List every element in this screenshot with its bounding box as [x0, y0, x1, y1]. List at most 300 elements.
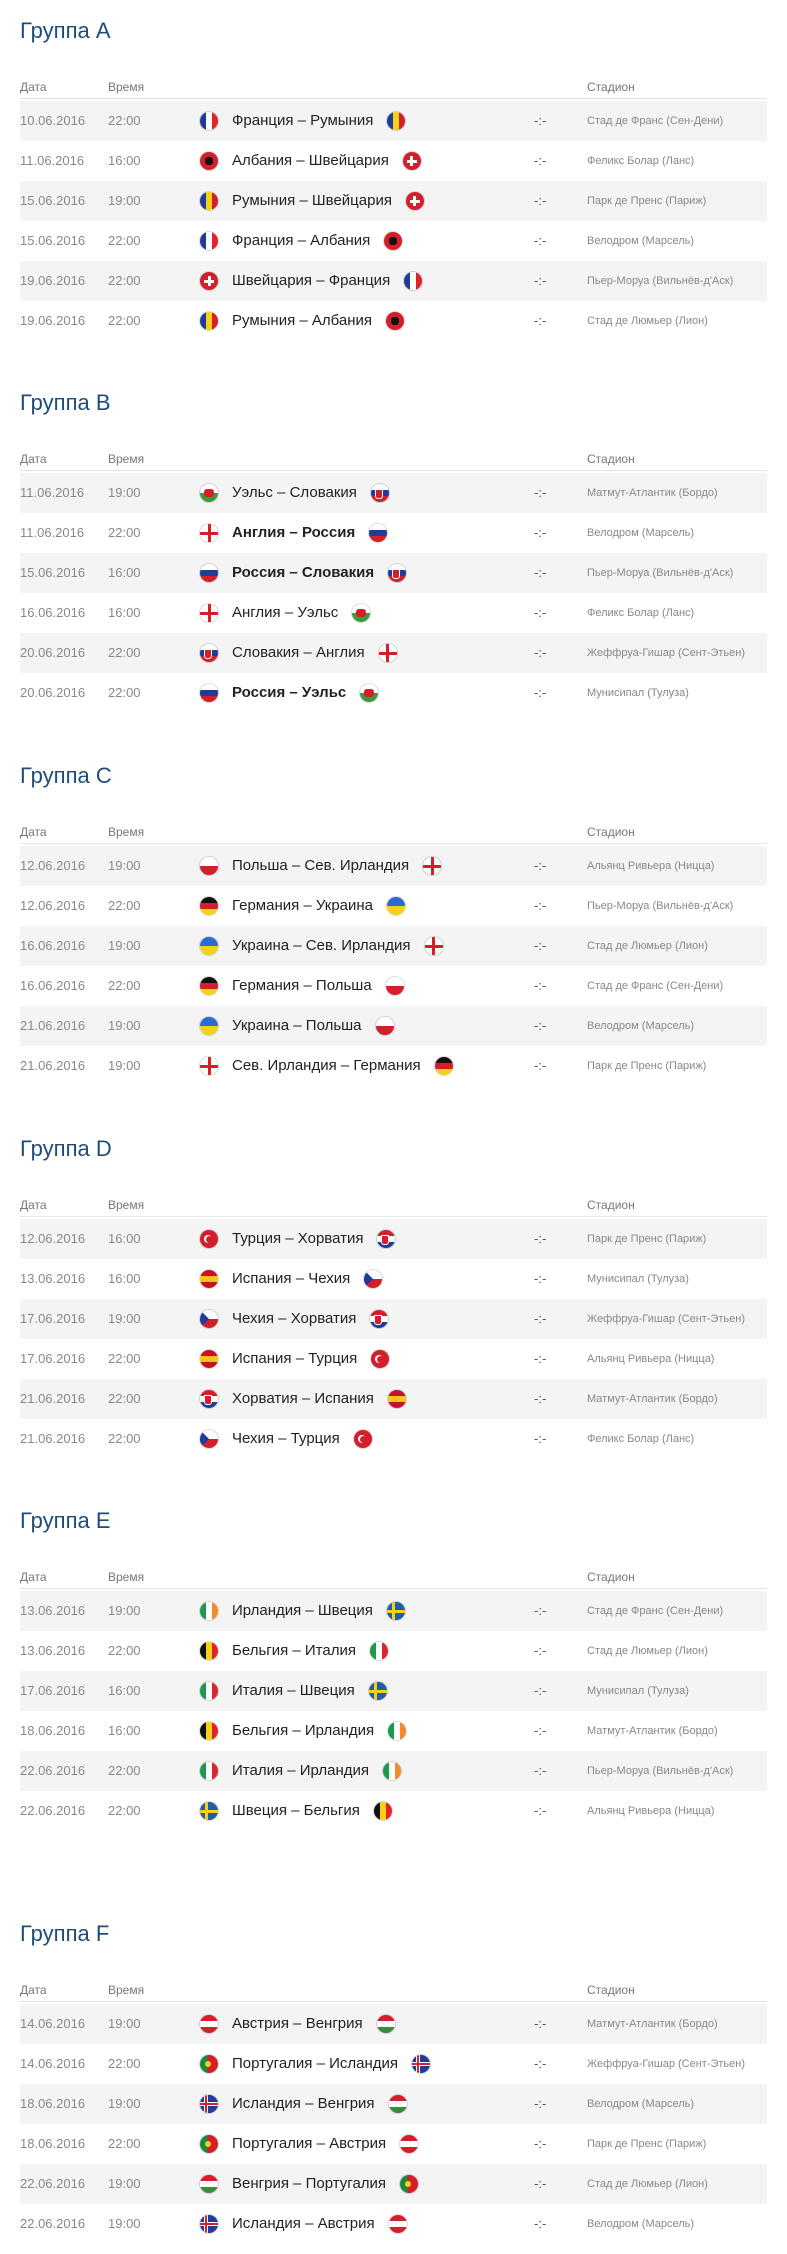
flag-france-icon: [200, 232, 218, 250]
flag-ukraine-icon: [200, 937, 218, 955]
match-score: -:-: [534, 233, 547, 248]
flag-albania-icon: [384, 232, 402, 250]
match-stadium: Парк де Пренс (Париж): [587, 1060, 707, 1072]
flag-turkey-icon: [354, 1430, 372, 1448]
flag-ukraine-icon: [200, 1017, 218, 1035]
flag-switzerland-icon: [200, 272, 218, 290]
match-row[interactable]: [20, 593, 767, 633]
match-row[interactable]: [20, 2124, 767, 2164]
group-title: Группа B: [20, 390, 111, 415]
match-stadium: Мунисипал (Тулуза): [587, 687, 689, 699]
match-row[interactable]: [20, 673, 767, 713]
match-date: 15.06.2016: [20, 565, 86, 580]
match-stadium: Стад де Франс (Сен-Дени): [587, 1605, 724, 1617]
match-row[interactable]: [20, 2004, 767, 2044]
match-row[interactable]: [20, 553, 767, 593]
flag-portugal-icon: [200, 2055, 218, 2073]
match-teams: [200, 513, 387, 553]
flag-northern-ireland-icon: [423, 857, 441, 875]
flag-northern-ireland-icon: [200, 1057, 218, 1075]
match-teams-label: Украина – Польша: [232, 1017, 362, 1034]
match-time: 19:00: [108, 1018, 141, 1033]
match-time: 22:00: [108, 233, 141, 248]
match-date: 21.06.2016: [20, 1431, 86, 1446]
match-teams: [200, 261, 422, 301]
group-title: Группа A: [20, 18, 111, 43]
match-teams: [200, 1006, 394, 1046]
match-time: 16:00: [108, 605, 141, 620]
flag-czech-icon: [364, 1270, 382, 1288]
match-score: -:-: [534, 1643, 547, 1658]
flag-hungary-icon: [389, 2095, 407, 2113]
match-teams-label: Россия – Словакия: [232, 564, 375, 581]
match-row[interactable]: [20, 2204, 767, 2244]
match-date: 20.06.2016: [20, 645, 86, 660]
match-time: 16:00: [108, 1683, 141, 1698]
match-score: -:-: [534, 1231, 547, 1246]
match-time: 16:00: [108, 565, 141, 580]
flag-turkey-icon: [371, 1350, 389, 1368]
table-header: [20, 76, 767, 99]
match-time: 22:00: [108, 113, 141, 128]
flag-sweden-icon: [369, 1682, 387, 1700]
match-stadium: Парк де Пренс (Париж): [587, 1233, 707, 1245]
flag-england-icon: [200, 604, 218, 622]
match-teams: [200, 181, 424, 221]
match-row[interactable]: [20, 1299, 767, 1339]
flag-germany-icon: [200, 897, 218, 915]
flag-russia-icon: [200, 564, 218, 582]
flag-iceland-icon: [200, 2215, 218, 2233]
match-score: -:-: [534, 525, 547, 540]
match-row[interactable]: [20, 141, 767, 181]
flag-belgium-icon: [200, 1722, 218, 1740]
match-stadium: Феликс Болар (Ланс): [587, 155, 695, 167]
match-teams: [200, 473, 389, 513]
match-stadium: Велодром (Марсель): [587, 2218, 695, 2230]
table-header: [20, 1566, 767, 1589]
match-score: -:-: [534, 2136, 547, 2151]
match-time: 16:00: [108, 1271, 141, 1286]
match-stadium: Стад де Франс (Сен-Дени): [587, 980, 724, 992]
match-teams-label: Бельгия – Ирландия: [232, 1722, 375, 1739]
match-teams: [200, 1631, 388, 1671]
group-section: [0, 763, 787, 1086]
match-date: 14.06.2016: [20, 2016, 86, 2031]
match-date: 17.06.2016: [20, 1311, 86, 1326]
flag-austria-icon: [400, 2135, 418, 2153]
match-stadium: Велодром (Марсель): [587, 2098, 695, 2110]
match-date: 13.06.2016: [20, 1643, 86, 1658]
match-time: 22:00: [108, 525, 141, 540]
flag-sweden-icon: [387, 1602, 405, 1620]
flag-hungary-icon: [200, 2175, 218, 2193]
match-row[interactable]: [20, 1711, 767, 1751]
match-teams-label: Бельгия – Италия: [232, 1642, 356, 1659]
flag-croatia-icon: [370, 1310, 388, 1328]
flag-romania-icon: [200, 312, 218, 330]
match-date: 13.06.2016: [20, 1271, 86, 1286]
match-row[interactable]: [20, 1046, 767, 1086]
match-date: 21.06.2016: [20, 1058, 86, 1073]
match-date: 11.06.2016: [20, 485, 85, 500]
group-section: [0, 1921, 787, 2244]
match-row[interactable]: [20, 1671, 767, 1711]
header-time: Время: [108, 825, 145, 839]
match-time: 19:00: [108, 485, 141, 500]
match-row[interactable]: [20, 2084, 767, 2124]
match-teams: [200, 2164, 418, 2204]
group-section: [0, 1508, 787, 1831]
match-row[interactable]: [20, 101, 767, 141]
match-stadium: Парк де Пренс (Париж): [587, 2138, 707, 2150]
match-stadium: Стад де Люмьер (Лион): [587, 2178, 708, 2190]
match-row[interactable]: [20, 513, 767, 553]
match-stadium: Стад де Франс (Сен-Дени): [587, 115, 724, 127]
match-stadium: Велодром (Марсель): [587, 1020, 695, 1032]
flag-poland-icon: [200, 857, 218, 875]
flag-belgium-icon: [200, 1642, 218, 1660]
match-row[interactable]: [20, 1419, 767, 1459]
match-teams-label: Испания – Турция: [232, 1350, 358, 1367]
flag-spain-icon: [200, 1270, 218, 1288]
match-teams: [200, 593, 370, 633]
match-score: -:-: [534, 1803, 547, 1818]
match-time: 19:00: [108, 1311, 141, 1326]
match-teams-label: Сев. Ирландия – Германия: [232, 1057, 421, 1074]
match-stadium: Пьер-Моруа (Вильнёв-д'Аск): [587, 1765, 734, 1777]
flag-england-icon: [379, 644, 397, 662]
match-teams: [200, 1791, 392, 1831]
match-stadium: Матмут-Атлантик (Бордо): [587, 1725, 718, 1737]
match-row[interactable]: [20, 1591, 767, 1631]
match-time: 19:00: [108, 1058, 141, 1073]
flag-poland-icon: [386, 977, 404, 995]
table-header: [20, 821, 767, 844]
match-score: -:-: [534, 1311, 547, 1326]
flag-northern-ireland-icon: [425, 937, 443, 955]
match-stadium: Велодром (Марсель): [587, 527, 695, 539]
match-teams-label: Франция – Албания: [232, 232, 371, 249]
match-score: -:-: [534, 645, 547, 660]
match-teams-label: Венгрия – Португалия: [232, 2175, 387, 2192]
group-title: Группа F: [20, 1921, 110, 1946]
match-teams-label: Ирландия – Швеция: [232, 1602, 373, 1619]
match-score: -:-: [534, 113, 547, 128]
match-time: 19:00: [108, 2096, 141, 2111]
flag-albania-icon: [200, 152, 218, 170]
match-score: -:-: [534, 193, 547, 208]
match-teams-label: Хорватия – Испания: [232, 1390, 374, 1407]
match-time: 19:00: [108, 2176, 141, 2191]
header-time: Время: [108, 1570, 145, 1584]
match-teams-label: Турция – Хорватия: [232, 1230, 364, 1247]
match-stadium: Стад де Люмьер (Лион): [587, 315, 708, 327]
match-score: -:-: [534, 2016, 547, 2031]
match-teams: [200, 1711, 406, 1751]
match-score: -:-: [534, 1683, 547, 1698]
match-row[interactable]: [20, 261, 767, 301]
flag-spain-icon: [388, 1390, 406, 1408]
header-stadium: Стадион: [587, 1198, 635, 1212]
match-stadium: Матмут-Атлантик (Бордо): [587, 487, 718, 499]
flag-romania-icon: [200, 192, 218, 210]
match-score: -:-: [534, 1763, 547, 1778]
match-teams-label: Словакия – Англия: [232, 644, 365, 661]
match-teams: [200, 926, 443, 966]
match-teams: [200, 966, 404, 1006]
match-time: 22:00: [108, 1643, 141, 1658]
flag-slovakia-icon: [200, 644, 218, 662]
match-score: -:-: [534, 1391, 547, 1406]
match-row[interactable]: [20, 1259, 767, 1299]
header-time: Время: [108, 1198, 145, 1212]
match-row[interactable]: [20, 1339, 767, 1379]
table-header: [20, 1979, 767, 2002]
match-teams: [200, 1339, 389, 1379]
match-score: -:-: [534, 898, 547, 913]
match-time: 22:00: [108, 1351, 141, 1366]
match-score: -:-: [534, 1271, 547, 1286]
match-date: 21.06.2016: [20, 1391, 86, 1406]
match-teams-label: Албания – Швейцария: [232, 152, 389, 169]
flag-switzerland-icon: [403, 152, 421, 170]
match-row[interactable]: [20, 926, 767, 966]
match-teams-label: Чехия – Хорватия: [232, 1310, 357, 1327]
match-teams: [200, 633, 397, 673]
match-teams: [200, 141, 421, 181]
match-teams-label: Украина – Сев. Ирландия: [232, 937, 411, 954]
match-teams: [200, 2044, 430, 2084]
match-teams: [200, 886, 405, 926]
match-time: 22:00: [108, 685, 141, 700]
match-teams-label: Италия – Швеция: [232, 1682, 355, 1699]
match-score: -:-: [534, 153, 547, 168]
header-date: Дата: [20, 452, 47, 466]
match-teams-label: Румыния – Швейцария: [232, 192, 392, 209]
match-score: -:-: [534, 2096, 547, 2111]
match-stadium: Парк де Пренс (Париж): [587, 195, 707, 207]
match-stadium: Пьер-Моруа (Вильнёв-д'Аск): [587, 900, 734, 912]
match-teams: [200, 101, 405, 141]
table-header: [20, 1194, 767, 1217]
match-date: 16.06.2016: [20, 938, 86, 953]
match-teams: [200, 553, 406, 593]
match-teams: [200, 2004, 395, 2044]
match-row[interactable]: [20, 301, 767, 341]
match-row[interactable]: [20, 1631, 767, 1671]
match-time: 22:00: [108, 313, 141, 328]
match-score: -:-: [534, 2216, 547, 2231]
match-date: 17.06.2016: [20, 1351, 86, 1366]
match-time: 22:00: [108, 1431, 141, 1446]
group-title: Группа C: [20, 763, 112, 788]
flag-spain-icon: [200, 1350, 218, 1368]
flag-wales-icon: [200, 484, 218, 502]
match-time: 22:00: [108, 978, 141, 993]
match-teams: [200, 1751, 401, 1791]
match-teams: [200, 1046, 453, 1086]
header-date: Дата: [20, 80, 47, 94]
match-teams-label: Англия – Уэльс: [232, 604, 339, 621]
flag-portugal-icon: [400, 2175, 418, 2193]
match-teams-label: Исландия – Венгрия: [232, 2095, 375, 2112]
match-row[interactable]: [20, 846, 767, 886]
match-stadium: Матмут-Атлантик (Бордо): [587, 1393, 718, 1405]
match-teams: [200, 301, 404, 341]
match-teams-label: Англия – Россия: [232, 524, 356, 541]
header-stadium: Стадион: [587, 1570, 635, 1584]
flag-france-icon: [200, 112, 218, 130]
match-time: 22:00: [108, 2056, 141, 2071]
match-teams-label: Швеция – Бельгия: [232, 1802, 360, 1819]
match-row[interactable]: [20, 473, 767, 513]
match-time: 22:00: [108, 2136, 141, 2151]
group-title: Группа E: [20, 1508, 111, 1533]
match-row[interactable]: [20, 1006, 767, 1046]
flag-ireland-icon: [383, 1762, 401, 1780]
match-row[interactable]: [20, 1219, 767, 1259]
flag-austria-icon: [389, 2215, 407, 2233]
match-teams-label: Германия – Польша: [232, 977, 372, 994]
match-date: 21.06.2016: [20, 1018, 86, 1033]
flag-romania-icon: [387, 112, 405, 130]
match-teams-label: Испания – Чехия: [232, 1270, 351, 1287]
match-teams-label: Австрия – Венгрия: [232, 2015, 363, 2032]
match-date: 15.06.2016: [20, 193, 86, 208]
match-date: 18.06.2016: [20, 2136, 86, 2151]
group-section: [0, 390, 787, 713]
flag-italy-icon: [200, 1762, 218, 1780]
flag-albania-icon: [386, 312, 404, 330]
match-date: 13.06.2016: [20, 1603, 86, 1618]
match-teams: [200, 1671, 387, 1711]
match-stadium: Стад де Люмьер (Лион): [587, 940, 708, 952]
match-row[interactable]: [20, 221, 767, 261]
header-stadium: Стадион: [587, 80, 635, 94]
match-score: -:-: [534, 1431, 547, 1446]
match-date: 16.06.2016: [20, 978, 86, 993]
match-score: -:-: [534, 1351, 547, 1366]
match-teams-label: Португалия – Исландия: [232, 2055, 399, 2072]
match-date: 22.06.2016: [20, 1763, 86, 1778]
match-time: 19:00: [108, 858, 141, 873]
match-time: 19:00: [108, 2216, 141, 2231]
flag-wales-icon: [352, 604, 370, 622]
group-section: [0, 18, 787, 341]
match-stadium: Велодром (Марсель): [587, 235, 695, 247]
match-row[interactable]: [20, 1791, 767, 1831]
match-row[interactable]: [20, 886, 767, 926]
match-date: 10.06.2016: [20, 113, 86, 128]
match-score: -:-: [534, 978, 547, 993]
flag-russia-icon: [200, 684, 218, 702]
match-row[interactable]: [20, 1751, 767, 1791]
match-date: 22.06.2016: [20, 2216, 86, 2231]
match-score: -:-: [534, 2056, 547, 2071]
match-score: -:-: [534, 273, 547, 288]
flag-slovakia-icon: [388, 564, 406, 582]
match-teams: [200, 1259, 382, 1299]
match-date: 11.06.2016: [20, 525, 85, 540]
match-teams-label: Чехия – Турция: [232, 1430, 340, 1447]
match-row[interactable]: [20, 2044, 767, 2084]
match-time: 16:00: [108, 153, 141, 168]
match-stadium: Мунисипал (Тулуза): [587, 1273, 689, 1285]
flag-slovakia-icon: [371, 484, 389, 502]
match-row[interactable]: [20, 966, 767, 1006]
match-time: 22:00: [108, 1803, 141, 1818]
match-date: 14.06.2016: [20, 2056, 86, 2071]
flag-italy-icon: [370, 1642, 388, 1660]
header-date: Дата: [20, 1198, 47, 1212]
match-teams: [200, 1419, 372, 1459]
header-date: Дата: [20, 825, 47, 839]
match-score: -:-: [534, 1058, 547, 1073]
match-date: 19.06.2016: [20, 273, 86, 288]
match-teams: [200, 1591, 405, 1631]
flag-belgium-icon: [374, 1802, 392, 1820]
match-teams: [200, 2204, 407, 2244]
flag-italy-icon: [200, 1682, 218, 1700]
flag-ireland-icon: [200, 1602, 218, 1620]
match-stadium: Жеффруа-Гишар (Сент-Этьен): [587, 647, 746, 659]
match-date: 12.06.2016: [20, 1231, 86, 1246]
match-teams: [200, 221, 402, 261]
match-score: -:-: [534, 2176, 547, 2191]
match-row[interactable]: [20, 181, 767, 221]
flag-germany-icon: [435, 1057, 453, 1075]
match-date: 20.06.2016: [20, 685, 86, 700]
match-time: 19:00: [108, 938, 141, 953]
flag-iceland-icon: [200, 2095, 218, 2113]
match-date: 16.06.2016: [20, 605, 86, 620]
match-stadium: Матмут-Атлантик (Бордо): [587, 2018, 718, 2030]
header-date: Дата: [20, 1570, 47, 1584]
match-time: 22:00: [108, 645, 141, 660]
match-score: -:-: [534, 1603, 547, 1618]
match-date: 17.06.2016: [20, 1683, 86, 1698]
match-score: -:-: [534, 1723, 547, 1738]
match-date: 22.06.2016: [20, 2176, 86, 2191]
flag-austria-icon: [200, 2015, 218, 2033]
match-teams-label: Россия – Уэльс: [232, 684, 347, 701]
match-score: -:-: [534, 685, 547, 700]
match-date: 12.06.2016: [20, 898, 86, 913]
match-teams: [200, 846, 441, 886]
match-time: 19:00: [108, 1603, 141, 1618]
flag-england-icon: [200, 524, 218, 542]
match-teams-label: Польша – Сев. Ирландия: [232, 857, 410, 874]
match-row[interactable]: [20, 1379, 767, 1419]
match-row[interactable]: [20, 2164, 767, 2204]
header-stadium: Стадион: [587, 1983, 635, 1997]
match-date: 11.06.2016: [20, 153, 85, 168]
match-time: 16:00: [108, 1723, 141, 1738]
match-teams-label: Румыния – Албания: [232, 312, 373, 329]
match-stadium: Альянц Ривьера (Ницца): [587, 1353, 715, 1365]
flag-iceland-icon: [412, 2055, 430, 2073]
match-stadium: Альянц Ривьера (Ницца): [587, 860, 715, 872]
match-time: 16:00: [108, 1231, 141, 1246]
header-time: Время: [108, 1983, 145, 1997]
match-row[interactable]: [20, 633, 767, 673]
match-teams-label: Уэльс – Словакия: [232, 484, 357, 501]
flag-wales-icon: [360, 684, 378, 702]
header-date: Дата: [20, 1983, 47, 1997]
flag-sweden-icon: [200, 1802, 218, 1820]
match-score: -:-: [534, 858, 547, 873]
